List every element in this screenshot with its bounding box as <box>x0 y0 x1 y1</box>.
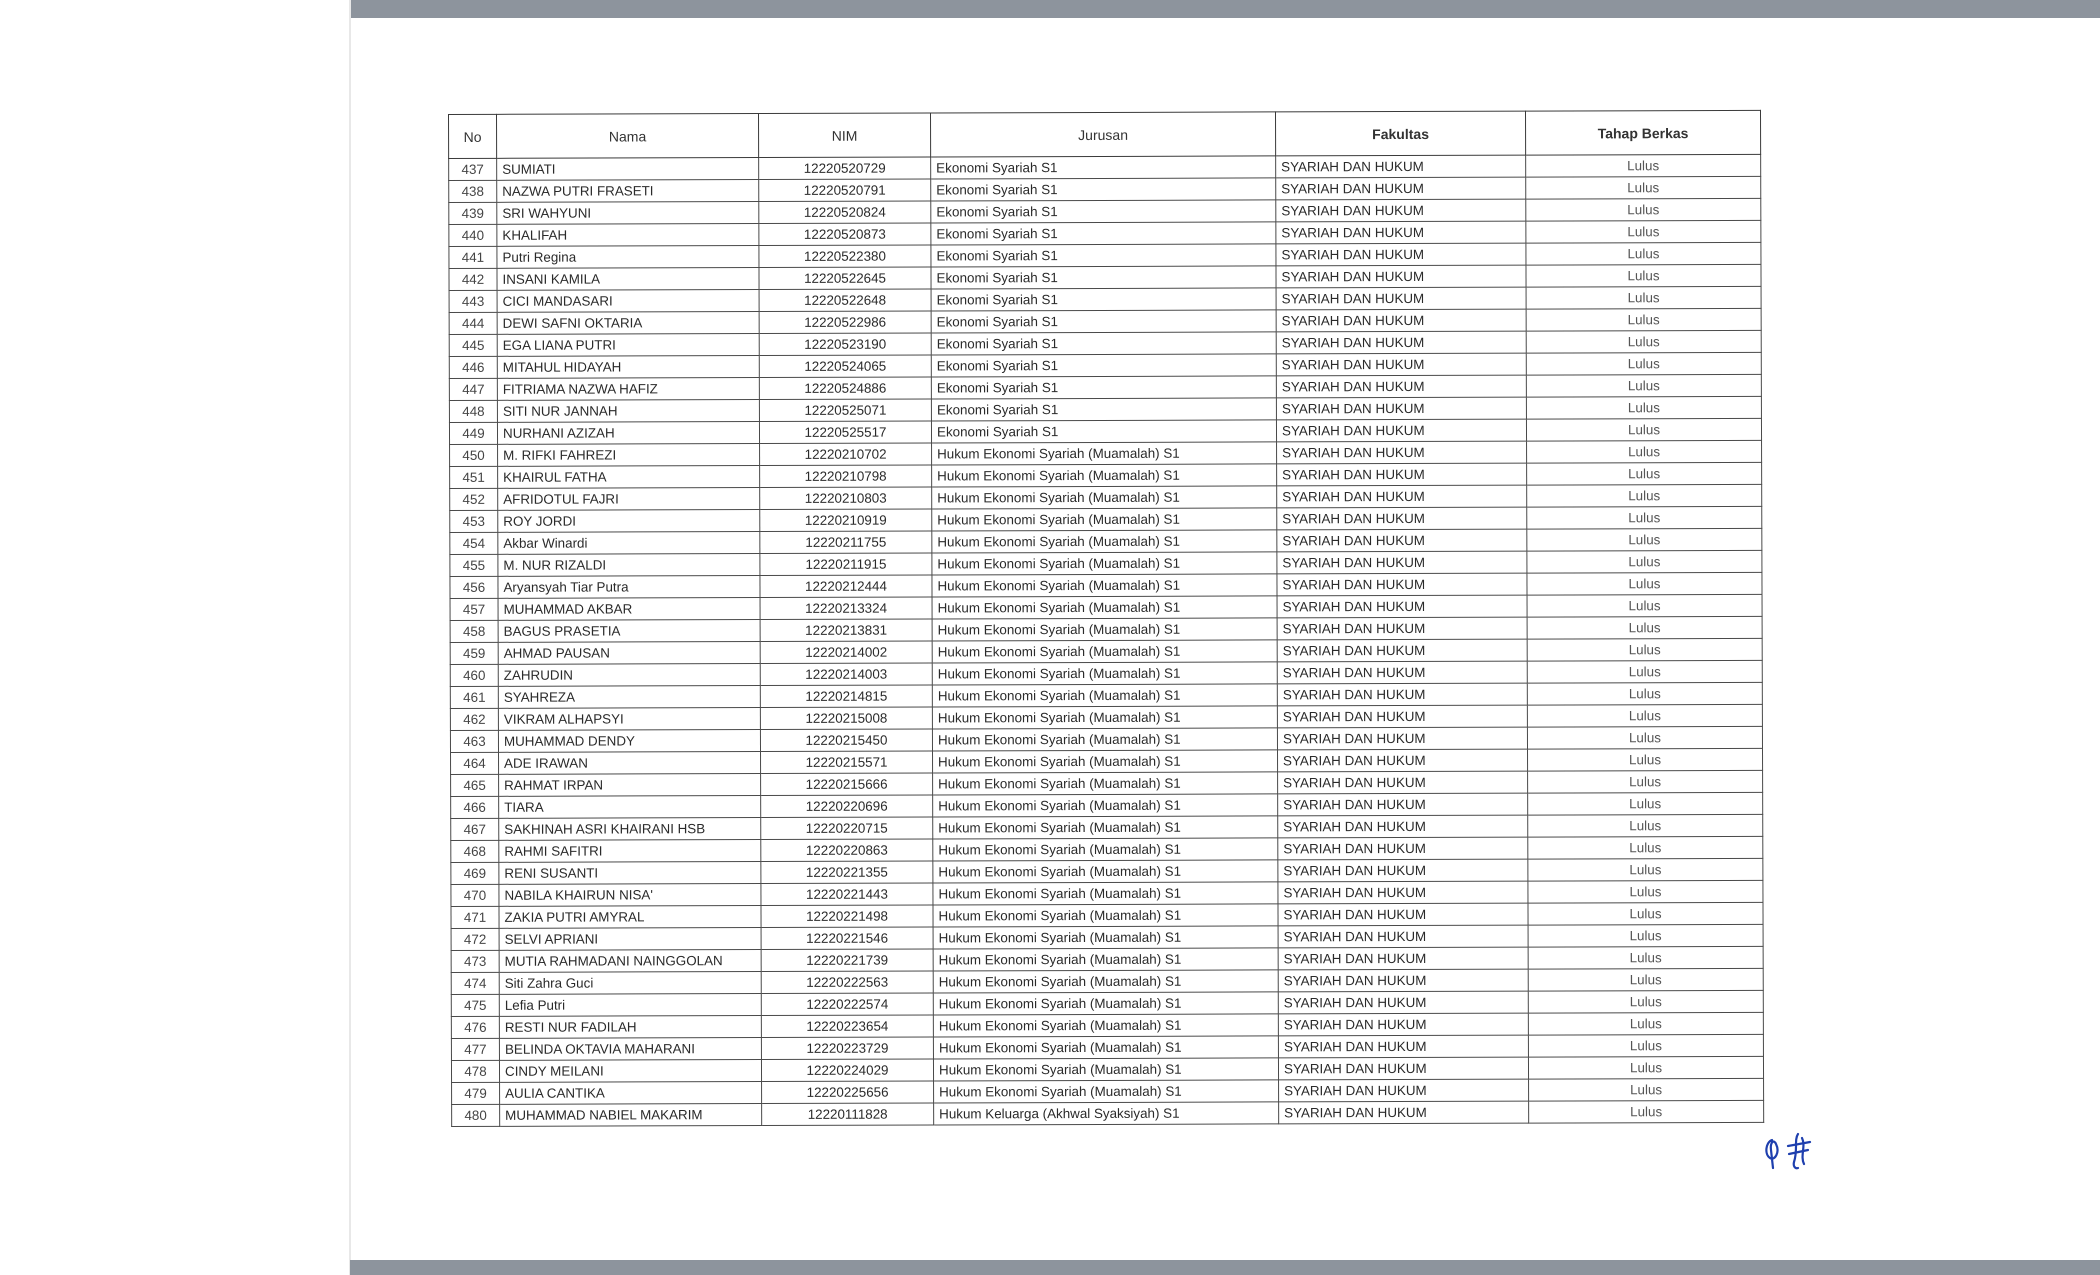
row-nama: MUHAMMAD AKBAR <box>498 598 760 621</box>
row-tahap-berkas: Lulus <box>1527 572 1762 595</box>
row-tahap-berkas: Lulus <box>1527 462 1762 485</box>
row-nama: FITRIAMA NAZWA HAFIZ <box>497 378 759 401</box>
row-jurusan: Ekonomi Syariah S1 <box>931 178 1276 201</box>
row-nama: TIARA <box>499 796 761 819</box>
row-jurusan: Hukum Ekonomi Syariah (Muamalah) S1 <box>933 816 1278 839</box>
row-nim: 12220525071 <box>759 399 931 422</box>
row-fakultas: SYARIAH DAN HUKUM <box>1277 441 1527 464</box>
row-nim: 12220520873 <box>759 223 931 246</box>
row-tahap-berkas: Lulus <box>1526 418 1761 441</box>
row-number: 438 <box>449 180 497 202</box>
row-fakultas: SYARIAH DAN HUKUM <box>1278 991 1528 1014</box>
row-fakultas: SYARIAH DAN HUKUM <box>1276 331 1526 354</box>
row-nama: ADE IRAWAN <box>499 752 761 775</box>
row-nama: RAHMI SAFITRI <box>499 840 761 863</box>
row-nim: 12220225656 <box>762 1081 934 1104</box>
row-fakultas: SYARIAH DAN HUKUM <box>1278 771 1528 794</box>
row-nim: 12220220863 <box>761 839 933 862</box>
row-tahap-berkas: Lulus <box>1528 880 1763 903</box>
row-nama: Akbar Winardi <box>498 532 760 555</box>
row-number: 439 <box>449 202 497 224</box>
row-number: 451 <box>450 466 498 488</box>
row-fakultas: SYARIAH DAN HUKUM <box>1276 397 1526 420</box>
row-fakultas: SYARIAH DAN HUKUM <box>1277 661 1527 684</box>
row-jurusan: Hukum Ekonomi Syariah (Muamalah) S1 <box>932 464 1277 487</box>
row-nama: AHMAD PAUSAN <box>498 642 760 665</box>
signature-stroke <box>1789 1150 1808 1154</box>
row-nim: 12220522645 <box>759 267 931 290</box>
row-tahap-berkas: Lulus <box>1526 198 1761 221</box>
row-tahap-berkas: Lulus <box>1527 616 1762 639</box>
row-jurusan: Hukum Ekonomi Syariah (Muamalah) S1 <box>933 838 1278 861</box>
header-tahap-berkas: Tahap Berkas <box>1525 110 1760 155</box>
row-nama: SAKHINAH ASRI KHAIRANI HSB <box>499 818 761 841</box>
row-jurusan: Hukum Ekonomi Syariah (Muamalah) S1 <box>933 882 1278 905</box>
row-number: 450 <box>450 444 498 466</box>
row-tahap-berkas: Lulus <box>1528 770 1763 793</box>
row-fakultas: SYARIAH DAN HUKUM <box>1279 1101 1529 1124</box>
row-nama: BAGUS PRASETIA <box>498 620 760 643</box>
row-nama: SRI WAHYUNI <box>497 202 759 225</box>
header-nim: NIM <box>759 113 931 158</box>
results-table <box>448 110 1764 1127</box>
row-number: 475 <box>451 994 499 1016</box>
row-nim: 12220520824 <box>759 201 931 224</box>
row-nim: 12220214003 <box>760 663 932 686</box>
row-tahap-berkas: Lulus <box>1528 1012 1763 1035</box>
row-nama: INSANI KAMILA <box>497 268 759 291</box>
row-jurusan: Hukum Ekonomi Syariah (Muamalah) S1 <box>933 1036 1278 1059</box>
row-nim: 12220222563 <box>761 971 933 994</box>
row-tahap-berkas: Lulus <box>1526 330 1761 353</box>
row-nim: 12220224029 <box>761 1059 933 1082</box>
row-nama: AULIA CANTIKA <box>500 1082 762 1105</box>
row-tahap-berkas: Lulus <box>1527 506 1762 529</box>
row-tahap-berkas: Lulus <box>1528 902 1763 925</box>
row-nim: 12220210798 <box>760 465 932 488</box>
row-nim: 12220212444 <box>760 575 932 598</box>
row-tahap-berkas: Lulus <box>1526 242 1761 265</box>
row-nim: 12220223654 <box>761 1015 933 1038</box>
row-number: 480 <box>452 1104 500 1126</box>
row-fakultas: SYARIAH DAN HUKUM <box>1276 353 1526 376</box>
row-nim: 12220215450 <box>760 729 932 752</box>
row-jurusan: Hukum Ekonomi Syariah (Muamalah) S1 <box>933 860 1278 883</box>
row-jurusan: Hukum Ekonomi Syariah (Muamalah) S1 <box>932 728 1277 751</box>
table-body <box>449 154 1764 1126</box>
row-jurusan: Ekonomi Syariah S1 <box>931 288 1276 311</box>
row-jurusan: Hukum Ekonomi Syariah (Muamalah) S1 <box>932 530 1277 553</box>
row-jurusan: Hukum Ekonomi Syariah (Muamalah) S1 <box>932 706 1277 729</box>
row-nim: 12220221355 <box>761 861 933 884</box>
row-fakultas: SYARIAH DAN HUKUM <box>1277 573 1527 596</box>
row-number: 460 <box>450 664 498 686</box>
row-nim: 12220223729 <box>761 1037 933 1060</box>
row-fakultas: SYARIAH DAN HUKUM <box>1276 375 1526 398</box>
row-tahap-berkas: Lulus <box>1528 946 1763 969</box>
row-number: 448 <box>449 400 497 422</box>
row-tahap-berkas: Lulus <box>1526 308 1761 331</box>
row-nim: 12220213324 <box>760 597 932 620</box>
row-fakultas: SYARIAH DAN HUKUM <box>1278 881 1528 904</box>
row-nim: 12220210919 <box>760 509 932 532</box>
row-fakultas: SYARIAH DAN HUKUM <box>1277 727 1527 750</box>
row-fakultas: SYARIAH DAN HUKUM <box>1276 265 1526 288</box>
row-number: 469 <box>451 862 499 884</box>
table-row <box>452 1100 1764 1126</box>
row-tahap-berkas: Lulus <box>1527 682 1762 705</box>
header-fakultas: Fakultas <box>1275 111 1525 156</box>
row-fakultas: SYARIAH DAN HUKUM <box>1276 309 1526 332</box>
signature-stroke <box>1802 1138 1804 1164</box>
row-tahap-berkas: Lulus <box>1528 1056 1763 1079</box>
row-jurusan: Hukum Ekonomi Syariah (Muamalah) S1 <box>933 1058 1278 1081</box>
row-fakultas: SYARIAH DAN HUKUM <box>1276 221 1526 244</box>
row-tahap-berkas: Lulus <box>1528 792 1763 815</box>
row-jurusan: Hukum Keluarga (Akhwal Syaksiyah) S1 <box>934 1102 1279 1125</box>
row-nim: 12220222574 <box>761 993 933 1016</box>
row-tahap-berkas: Lulus <box>1528 814 1763 837</box>
row-jurusan: Hukum Ekonomi Syariah (Muamalah) S1 <box>932 596 1277 619</box>
row-tahap-berkas: Lulus <box>1527 440 1762 463</box>
row-nama: AFRIDOTUL FAJRI <box>498 488 760 511</box>
row-number: 472 <box>451 928 499 950</box>
row-jurusan: Ekonomi Syariah S1 <box>931 266 1276 289</box>
row-nama: RESTI NUR FADILAH <box>499 1016 761 1039</box>
row-nama: CINDY MEILANI <box>499 1060 761 1083</box>
row-nama: VIKRAM ALHAPSYI <box>498 708 760 731</box>
row-nama: MITAHUL HIDAYAH <box>497 356 759 379</box>
row-nim: 12220221498 <box>761 905 933 928</box>
row-fakultas: SYARIAH DAN HUKUM <box>1277 705 1527 728</box>
row-nim: 12220215666 <box>761 773 933 796</box>
row-fakultas: SYARIAH DAN HUKUM <box>1277 463 1527 486</box>
row-tahap-berkas: Lulus <box>1527 484 1762 507</box>
row-nim: 12220213831 <box>760 619 932 642</box>
row-nim: 12220221443 <box>761 883 933 906</box>
row-number: 443 <box>449 290 497 312</box>
row-nama: BELINDA OKTAVIA MAHARANI <box>499 1038 761 1061</box>
row-number: 476 <box>451 1016 499 1038</box>
row-tahap-berkas: Lulus <box>1528 990 1763 1013</box>
row-number: 477 <box>451 1038 499 1060</box>
row-jurusan: Hukum Ekonomi Syariah (Muamalah) S1 <box>933 750 1278 773</box>
row-tahap-berkas: Lulus <box>1528 924 1763 947</box>
row-fakultas: SYARIAH DAN HUKUM <box>1278 793 1528 816</box>
row-tahap-berkas: Lulus <box>1526 396 1761 419</box>
row-nim: 12220220715 <box>761 817 933 840</box>
row-tahap-berkas: Lulus <box>1526 286 1761 309</box>
row-nim: 12220520791 <box>759 179 931 202</box>
row-nama: M. RIFKI FAHREZI <box>498 444 760 467</box>
row-nama: RENI SUSANTI <box>499 862 761 885</box>
row-fakultas: SYARIAH DAN HUKUM <box>1277 551 1527 574</box>
row-number: 447 <box>449 378 497 400</box>
row-nama: NABILA KHAIRUN NISA' <box>499 884 761 907</box>
row-fakultas: SYARIAH DAN HUKUM <box>1276 199 1526 222</box>
row-number: 452 <box>450 488 498 510</box>
row-nim: 12220215008 <box>760 707 932 730</box>
row-nim: 12220525517 <box>759 421 931 444</box>
row-nim: 12220214815 <box>760 685 932 708</box>
row-nim: 12220221546 <box>761 927 933 950</box>
row-jurusan: Hukum Ekonomi Syariah (Muamalah) S1 <box>933 970 1278 993</box>
row-fakultas: SYARIAH DAN HUKUM <box>1276 287 1526 310</box>
row-number: 437 <box>449 158 497 180</box>
row-nim: 12220220696 <box>761 795 933 818</box>
row-number: 455 <box>450 554 498 576</box>
row-nim: 12220111828 <box>762 1103 934 1126</box>
row-jurusan: Hukum Ekonomi Syariah (Muamalah) S1 <box>933 948 1278 971</box>
row-tahap-berkas: Lulus <box>1528 968 1763 991</box>
row-number: 444 <box>449 312 497 334</box>
row-jurusan: Hukum Ekonomi Syariah (Muamalah) S1 <box>933 926 1278 949</box>
signature-stroke <box>1788 1142 1810 1146</box>
row-tahap-berkas: Lulus <box>1527 704 1762 727</box>
row-nama: MUTIA RAHMADANI NAINGGOLAN <box>499 950 761 973</box>
row-fakultas: SYARIAH DAN HUKUM <box>1278 1035 1528 1058</box>
row-nama: M. NUR RIZALDI <box>498 554 760 577</box>
row-tahap-berkas: Lulus <box>1526 374 1761 397</box>
document-sheet <box>448 110 1764 1127</box>
row-number: 473 <box>451 950 499 972</box>
row-jurusan: Ekonomi Syariah S1 <box>931 332 1276 355</box>
row-tahap-berkas: Lulus <box>1527 660 1762 683</box>
header-no: No <box>449 114 497 158</box>
row-jurusan: Hukum Ekonomi Syariah (Muamalah) S1 <box>932 442 1277 465</box>
row-nim: 12220215571 <box>761 751 933 774</box>
row-number: 479 <box>452 1082 500 1104</box>
row-jurusan: Ekonomi Syariah S1 <box>931 354 1276 377</box>
row-nim: 12220524065 <box>759 355 931 378</box>
row-nama: ZAHRUDIN <box>498 664 760 687</box>
row-tahap-berkas: Lulus <box>1528 836 1763 859</box>
row-nama: Siti Zahra Guci <box>499 972 761 995</box>
row-jurusan: Hukum Ekonomi Syariah (Muamalah) S1 <box>932 684 1277 707</box>
scan-frame-left <box>349 0 351 1275</box>
row-number: 474 <box>451 972 499 994</box>
row-fakultas: SYARIAH DAN HUKUM <box>1276 177 1526 200</box>
row-number: 466 <box>451 796 499 818</box>
row-jurusan: Hukum Ekonomi Syariah (Muamalah) S1 <box>932 618 1277 641</box>
row-fakultas: SYARIAH DAN HUKUM <box>1279 1079 1529 1102</box>
row-fakultas: SYARIAH DAN HUKUM <box>1277 485 1527 508</box>
row-tahap-berkas: Lulus <box>1527 638 1762 661</box>
row-fakultas: SYARIAH DAN HUKUM <box>1278 1013 1528 1036</box>
row-number: 456 <box>450 576 498 598</box>
row-number: 478 <box>451 1060 499 1082</box>
signature-stroke <box>1794 1134 1798 1168</box>
row-jurusan: Ekonomi Syariah S1 <box>931 244 1276 267</box>
row-fakultas: SYARIAH DAN HUKUM <box>1278 749 1528 772</box>
row-jurusan: Ekonomi Syariah S1 <box>931 200 1276 223</box>
row-tahap-berkas: Lulus <box>1528 1034 1763 1057</box>
row-nim: 12220524886 <box>759 377 931 400</box>
row-jurusan: Ekonomi Syariah S1 <box>931 222 1276 245</box>
row-nim: 12220522380 <box>759 245 931 268</box>
row-jurusan: Hukum Ekonomi Syariah (Muamalah) S1 <box>932 486 1277 509</box>
row-nama: Lefia Putri <box>499 994 761 1017</box>
row-nama: RAHMAT IRPAN <box>499 774 761 797</box>
signature-stroke <box>1766 1140 1777 1168</box>
row-fakultas: SYARIAH DAN HUKUM <box>1277 683 1527 706</box>
row-tahap-berkas: Lulus <box>1528 748 1763 771</box>
row-number: 463 <box>450 730 498 752</box>
row-nama: MUHAMMAD NABIEL MAKARIM <box>500 1104 762 1127</box>
row-jurusan: Hukum Ekonomi Syariah (Muamalah) S1 <box>933 904 1278 927</box>
row-jurusan: Ekonomi Syariah S1 <box>931 156 1276 179</box>
row-nim: 12220221739 <box>761 949 933 972</box>
row-nim: 12220522648 <box>759 289 931 312</box>
row-nama: NAZWA PUTRI FRASETI <box>497 180 759 203</box>
signature-initials <box>1758 1128 1828 1172</box>
row-nama: NURHANI AZIZAH <box>497 422 759 445</box>
row-jurusan: Ekonomi Syariah S1 <box>931 398 1276 421</box>
row-nama: DEWI SAFNI OKTARIA <box>497 312 759 335</box>
row-number: 468 <box>451 840 499 862</box>
row-jurusan: Hukum Ekonomi Syariah (Muamalah) S1 <box>932 574 1277 597</box>
row-fakultas: SYARIAH DAN HUKUM <box>1278 947 1528 970</box>
row-number: 442 <box>449 268 497 290</box>
row-nama: CICI MANDASARI <box>497 290 759 313</box>
header-jurusan: Jurusan <box>930 112 1275 157</box>
row-nama: ROY JORDI <box>498 510 760 533</box>
row-jurusan: Hukum Ekonomi Syariah (Muamalah) S1 <box>934 1080 1279 1103</box>
row-nim: 12220214002 <box>760 641 932 664</box>
row-jurusan: Hukum Ekonomi Syariah (Muamalah) S1 <box>933 1014 1278 1037</box>
row-nama: ZAKIA PUTRI AMYRAL <box>499 906 761 929</box>
row-number: 462 <box>450 708 498 730</box>
row-number: 441 <box>449 246 497 268</box>
row-jurusan: Ekonomi Syariah S1 <box>931 376 1276 399</box>
row-jurusan: Hukum Ekonomi Syariah (Muamalah) S1 <box>933 992 1278 1015</box>
row-number: 440 <box>449 224 497 246</box>
row-number: 470 <box>451 884 499 906</box>
row-fakultas: SYARIAH DAN HUKUM <box>1278 859 1528 882</box>
row-nama: SYAHREZA <box>498 686 760 709</box>
row-fakultas: SYARIAH DAN HUKUM <box>1277 617 1527 640</box>
row-nama: EGA LIANA PUTRI <box>497 334 759 357</box>
row-fakultas: SYARIAH DAN HUKUM <box>1277 529 1527 552</box>
row-jurusan: Hukum Ekonomi Syariah (Muamalah) S1 <box>933 794 1278 817</box>
row-number: 467 <box>451 818 499 840</box>
row-fakultas: SYARIAH DAN HUKUM <box>1278 969 1528 992</box>
row-nim: 12220520729 <box>759 157 931 180</box>
row-nim: 12220210803 <box>760 487 932 510</box>
row-jurusan: Hukum Ekonomi Syariah (Muamalah) S1 <box>932 508 1277 531</box>
scan-frame-top <box>350 0 2100 18</box>
row-number: 459 <box>450 642 498 664</box>
row-jurusan: Ekonomi Syariah S1 <box>931 420 1276 443</box>
row-nim: 12220211755 <box>760 531 932 554</box>
row-nama: SITI NUR JANNAH <box>497 400 759 423</box>
row-fakultas: SYARIAH DAN HUKUM <box>1277 639 1527 662</box>
row-tahap-berkas: Lulus <box>1526 264 1761 287</box>
row-tahap-berkas: Lulus <box>1529 1100 1764 1123</box>
row-fakultas: SYARIAH DAN HUKUM <box>1276 243 1526 266</box>
row-nama: Putri Regina <box>497 246 759 269</box>
row-nim: 12220522986 <box>759 311 931 334</box>
row-fakultas: SYARIAH DAN HUKUM <box>1277 507 1527 530</box>
row-fakultas: SYARIAH DAN HUKUM <box>1278 1057 1528 1080</box>
row-fakultas: SYARIAH DAN HUKUM <box>1278 925 1528 948</box>
row-nama: MUHAMMAD DENDY <box>498 730 760 753</box>
row-tahap-berkas: Lulus <box>1527 594 1762 617</box>
row-number: 457 <box>450 598 498 620</box>
row-fakultas: SYARIAH DAN HUKUM <box>1276 419 1526 442</box>
row-tahap-berkas: Lulus <box>1526 352 1761 375</box>
row-number: 445 <box>449 334 497 356</box>
table-header-row <box>449 110 1761 158</box>
row-tahap-berkas: Lulus <box>1527 528 1762 551</box>
row-jurusan: Hukum Ekonomi Syariah (Muamalah) S1 <box>932 662 1277 685</box>
row-tahap-berkas: Lulus <box>1526 220 1761 243</box>
row-number: 465 <box>451 774 499 796</box>
row-nim: 12220523190 <box>759 333 931 356</box>
row-nama: SUMIATI <box>497 158 759 181</box>
row-number: 446 <box>449 356 497 378</box>
row-number: 449 <box>449 422 497 444</box>
row-nama: SELVI APRIANI <box>499 928 761 951</box>
row-tahap-berkas: Lulus <box>1529 1078 1764 1101</box>
row-fakultas: SYARIAH DAN HUKUM <box>1276 155 1526 178</box>
row-tahap-berkas: Lulus <box>1528 858 1763 881</box>
row-tahap-berkas: Lulus <box>1527 550 1762 573</box>
row-jurusan: Ekonomi Syariah S1 <box>931 310 1276 333</box>
row-tahap-berkas: Lulus <box>1527 726 1762 749</box>
scan-frame-bottom <box>350 1260 2100 1275</box>
row-number: 464 <box>451 752 499 774</box>
row-jurusan: Hukum Ekonomi Syariah (Muamalah) S1 <box>932 552 1277 575</box>
row-nama: Aryansyah Tiar Putra <box>498 576 760 599</box>
row-fakultas: SYARIAH DAN HUKUM <box>1278 815 1528 838</box>
row-number: 471 <box>451 906 499 928</box>
row-number: 454 <box>450 532 498 554</box>
row-number: 458 <box>450 620 498 642</box>
row-number: 453 <box>450 510 498 532</box>
row-tahap-berkas: Lulus <box>1526 176 1761 199</box>
row-nim: 12220211915 <box>760 553 932 576</box>
row-jurusan: Hukum Ekonomi Syariah (Muamalah) S1 <box>932 640 1277 663</box>
header-nama: Nama <box>497 114 759 159</box>
row-tahap-berkas: Lulus <box>1526 154 1761 177</box>
row-fakultas: SYARIAH DAN HUKUM <box>1277 595 1527 618</box>
row-nim: 12220210702 <box>760 443 932 466</box>
row-nama: KHALIFAH <box>497 224 759 247</box>
row-jurusan: Hukum Ekonomi Syariah (Muamalah) S1 <box>933 772 1278 795</box>
row-fakultas: SYARIAH DAN HUKUM <box>1278 837 1528 860</box>
row-nama: KHAIRUL FATHA <box>498 466 760 489</box>
row-number: 461 <box>450 686 498 708</box>
row-fakultas: SYARIAH DAN HUKUM <box>1278 903 1528 926</box>
